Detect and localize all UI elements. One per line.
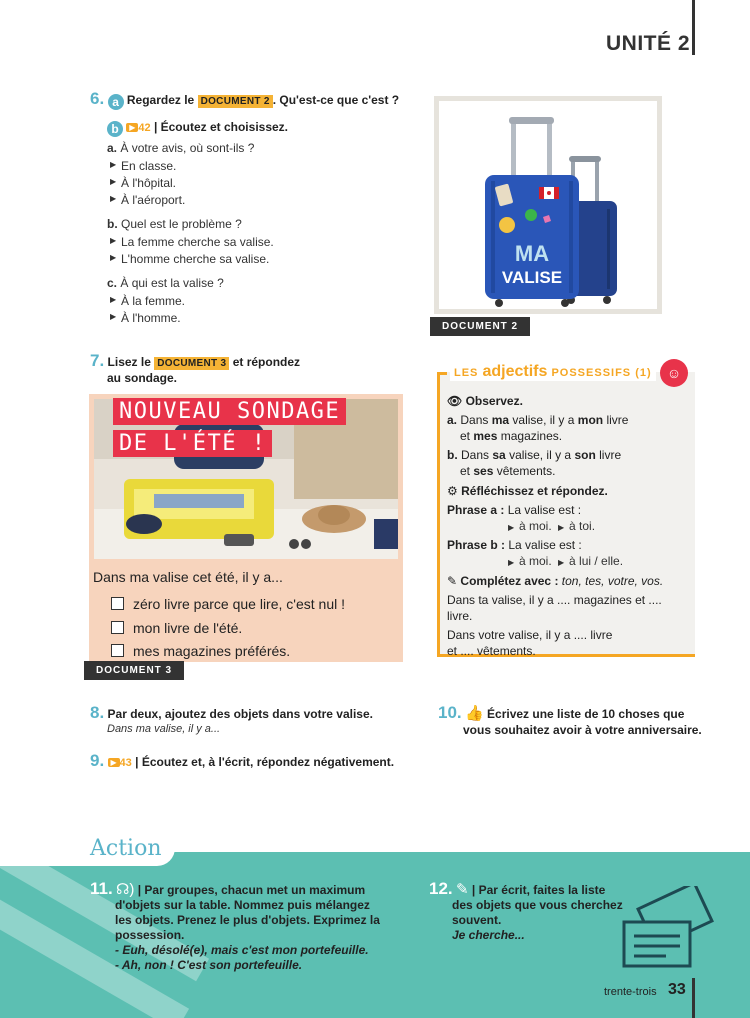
part-a-badge: a — [108, 94, 124, 110]
checkbox[interactable] — [111, 621, 124, 634]
exercise-6: 6. a Regardez le DOCUMENT 2 . Qu'est-ce que c'est ? b ▶ 42 | Écoutez et choisissez. a. À votre avis, où sont-ils ? ▶ En classe. ▶ À l'hôpital. ▶ À l'aéroport. b. Quel est le problème ? ▶ La femme cherche sa valise. ▶ L'homme cherche sa valise. c. À qui est la valise ? ▶ À la femme. ▶ À l'homme. — [90, 89, 420, 325]
document-3-label: DOCUMENT 3 — [84, 661, 184, 680]
option-b2[interactable]: ▶ L'homme cherche sa valise. — [107, 252, 420, 266]
exercise-7-number: 7. — [90, 351, 105, 370]
phrase-b-option-1[interactable]: ▶ à moi. — [505, 554, 552, 568]
part-b-badge: b — [107, 121, 123, 137]
exercise-9: 9. ▶ 43 | Écoutez et, à l'écrit, répondez négativement. — [90, 751, 395, 770]
question-c: À qui est la valise ? — [120, 276, 224, 290]
pencil-icon: ✎ — [447, 574, 458, 588]
option-c2[interactable]: ▶ À l'homme. — [107, 311, 420, 325]
document-2-image — [434, 96, 662, 314]
phrase-b-option-2[interactable]: ▶ à lui / elle. — [555, 554, 623, 568]
ex7-instruction: au sondage. — [107, 371, 178, 385]
unit-title: UNITÉ 2 — [606, 32, 691, 55]
survey-option-3[interactable]: mes magazines préférés. — [111, 643, 290, 659]
audio-icon[interactable]: ▶ — [108, 758, 120, 767]
survey-option-2[interactable]: mon livre de l'été. — [111, 620, 242, 636]
checkbox[interactable] — [111, 597, 124, 610]
survey-banner-line1: NOUVEAU SONDAGE — [113, 398, 346, 425]
suitcase-text-valise: VALISE — [501, 268, 563, 287]
survey-option-1[interactable]: zéro livre parce que lire, c'est nul ! — [111, 596, 345, 612]
survey-lead: Dans ma valise cet été, il y a... — [93, 569, 283, 585]
page-word: trente-trois — [604, 986, 657, 998]
ex6a-question: Qu'est-ce que c'est ? — [279, 93, 400, 107]
survey-banner-line2: DE L'ÉTÉ ! — [113, 430, 272, 457]
exercise-7: 7. Lisez le DOCUMENT 3 et répondez au sondage. — [90, 351, 420, 385]
audio-track-42[interactable]: 42 — [138, 122, 151, 134]
page-number: 33 — [668, 981, 686, 998]
document-3-ref[interactable]: DOCUMENT 3 — [154, 357, 229, 370]
audio-track-43[interactable]: 43 — [119, 757, 132, 769]
exercise-6-number: 6. — [90, 89, 105, 108]
exercise-10: 10. 👍 Écrivez une liste de 10 choses que vous souhaitez avoir à votre anniversaire. — [438, 703, 702, 737]
exercise-8: 8. Par deux, ajoutez des objets dans votre valise. Dans ma valise, il y a... — [90, 703, 373, 735]
index-cards-icon — [616, 886, 716, 976]
fill-sentence-2[interactable]: Dans votre valise, il y a .... livre — [447, 628, 613, 642]
grammar-icon: ☺ — [660, 359, 688, 387]
document-3-survey — [89, 394, 403, 662]
speaking-icon: ☊) — [116, 881, 135, 898]
phrase-a-option-1[interactable]: ▶ à moi. — [505, 519, 552, 533]
suitcase-text-ma: MA — [514, 241, 550, 266]
eye-icon: 👁 — [447, 394, 463, 408]
exercise-12: 12. ✎ | Par écrit, faites la liste des objets que vous cherchez souvent. Je cherche... — [429, 879, 623, 942]
phrase-a-option-2[interactable]: ▶ à toi. — [555, 519, 595, 533]
exercise-11: 11. ☊) | Par groupes, chacun met un maximum d'objets sur la table. Nommez puis mélangez les objets. Prenez le plus d'objets. Exprimez la possession. - Euh, désolé(e), mais c'est mon portefeuille. - Ah, non ! C'est son portefeuille. — [90, 879, 380, 972]
option-a3[interactable]: ▶ À l'aéroport. — [107, 193, 420, 207]
gears-icon: ⚙ — [447, 484, 458, 498]
ex6a-instruction: Regardez le — [126, 93, 195, 107]
option-c1[interactable]: ▶ À la femme. — [107, 294, 420, 308]
thumbs-up-icon: 👍 — [464, 705, 484, 722]
header-rule — [692, 0, 695, 55]
option-a2[interactable]: ▶ À l'hôpital. — [107, 176, 420, 190]
grammar-content: 👁 Observez. a. Dans ma valise, il y a mon livre et mes magazines. b. Dans sa valise, il y a son livre et ses vêtements. ⚙ Réfléchissez et répondez. Phrase a : La valise est : ▶ à moi. ▶ à toi. Phrase b : La valise est : ▶ à moi. ▶ à lui / elle. ✎ Complétez avec : ton, tes, votre, vos. Dans ta valise, il y a .... magazines et .... livre. Dans votre valise, il y a .... livre et .... vêtements. — [447, 393, 691, 659]
footer-rule — [692, 978, 695, 1018]
option-a1[interactable]: ▶ En classe. — [107, 159, 420, 173]
grammar-title: LES adjectifs POSSESSIFS (1) — [450, 363, 656, 381]
grammar-corner-mark — [437, 372, 447, 375]
action-title: Action — [90, 836, 162, 861]
checkbox[interactable] — [111, 644, 124, 657]
pencil-icon: ✎ — [455, 881, 469, 898]
fill-sentence-1[interactable]: Dans ta valise, il y a .... magazines et .... — [447, 593, 662, 607]
suitcase-illustration — [439, 101, 657, 309]
audio-icon[interactable]: ▶ — [126, 123, 138, 132]
option-b1[interactable]: ▶ La femme cherche sa valise. — [107, 235, 420, 249]
ex6b-instruction: | Écoutez et choisissez. — [153, 120, 289, 134]
question-b: Quel est le problème ? — [121, 217, 242, 231]
document-2-label: DOCUMENT 2 — [430, 317, 530, 336]
document-2-ref[interactable]: DOCUMENT 2 — [198, 95, 273, 108]
question-a: À votre avis, où sont-ils ? — [120, 141, 255, 155]
